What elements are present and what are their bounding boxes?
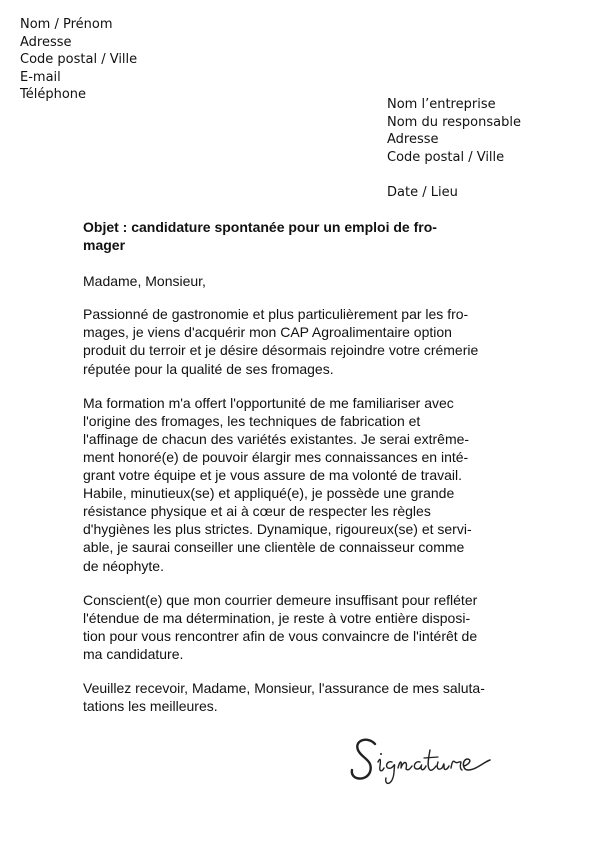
paragraph-line: produit du terroir et je désire désormais rejoindre votre crémerie — [83, 342, 479, 359]
paragraph-line: able, je saurai conseiller une clientèle de connaisseur comme — [83, 539, 465, 556]
sender-name: Nom / Prénom — [20, 17, 113, 32]
paragraph-line: tion pour vous rencontrer afin de vous convaincre de l'intérêt de — [83, 627, 478, 644]
sender-block — [20, 16, 137, 104]
paragraph-line: l'étendue de ma détermination, je reste à votre entière disposi- — [83, 609, 471, 626]
paragraph-line: tations les meilleures. — [83, 698, 218, 715]
subject-line-2: mager — [83, 237, 126, 254]
date-place: Date / Lieu — [387, 185, 458, 200]
paragraph-line: réputée pour la qualité de ses fromages. — [83, 360, 334, 377]
paragraph-line: de néophyte. — [83, 557, 164, 574]
signature-scribble — [348, 728, 498, 798]
paragraph-line: Habile, minutieux(se) et appliqué(e), je possède une grande — [83, 485, 455, 502]
paragraph-line: d'hygiènes les plus strictes. Dynamique, rigoureux(se) et servi- — [83, 521, 472, 538]
recipient-postcode-city: Code postal / Ville — [387, 149, 505, 165]
paragraph-line: Ma formation m'a offert l'opportunité de me familiariser avec — [83, 394, 454, 411]
paragraph-line: Conscient(e) que mon courrier demeure insuffisant pour refléter — [83, 591, 478, 608]
closing-formula — [83, 679, 513, 715]
letter-body — [83, 218, 513, 715]
recipient-block — [387, 96, 521, 166]
recipient-manager: Nom du responsable — [387, 114, 521, 130]
paragraph-line: grant votre équipe et je vous assure de ma volonté de travail. — [83, 467, 462, 484]
paragraph-line: Passionné de gastronomie et plus particulièrement par les fro- — [83, 306, 469, 323]
recipient-address: Adresse — [387, 132, 439, 148]
signature — [348, 728, 498, 803]
sender-postcode-city: Code postal / Ville — [20, 52, 138, 68]
paragraph-line: résistance physique et ai à cœur de respecter les règles — [83, 503, 431, 520]
salutation: Madame, Monsieur, — [83, 273, 206, 290]
subject-line-1: Objet : candidature spontanée pour un emploi de fro- — [83, 219, 437, 235]
sender-address: Adresse — [20, 34, 72, 50]
paragraph-line: l'origine des fromages, les techniques de fabrication et — [83, 412, 421, 429]
paragraph-line: ma candidature. — [83, 645, 184, 662]
sender-phone: Téléphone — [20, 87, 87, 103]
paragraph-skills — [83, 394, 513, 575]
recipient-company: Nom l’entreprise — [387, 97, 496, 112]
paragraph-availability — [83, 591, 513, 663]
paragraph-line: l'affinage de chacun des variétés existantes. Je serai extrême- — [83, 430, 470, 447]
paragraph-line: ment honoré(e) de pouvoir élargir mes connaissances en inté- — [83, 448, 469, 465]
subject-line — [83, 218, 513, 254]
paragraph-line: Veuillez recevoir, Madame, Monsieur, l'assurance de mes saluta- — [83, 679, 485, 696]
sender-email: E-mail — [20, 69, 61, 85]
paragraph-motivation — [83, 305, 513, 377]
paragraph-line: mages, je viens d'acquérir mon CAP Agroalimentaire option — [83, 324, 452, 341]
